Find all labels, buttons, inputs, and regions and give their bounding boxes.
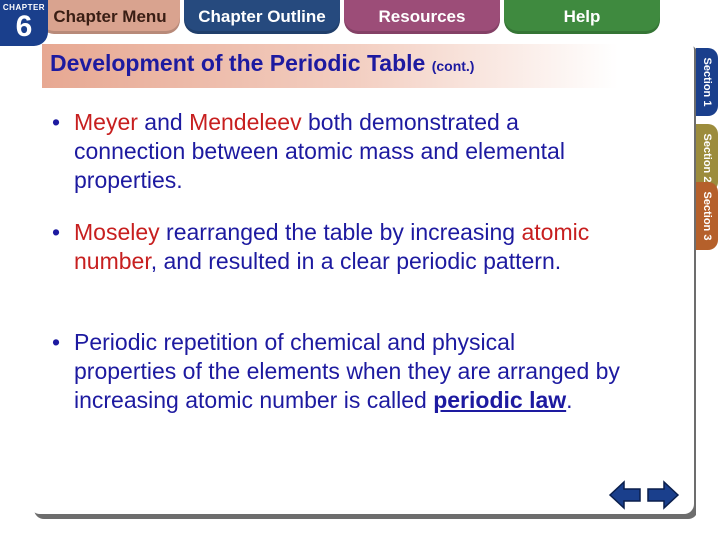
bullet-text-part: , and resulted in a clear periodic pattern. bbox=[150, 248, 562, 274]
highlight-term: Meyer bbox=[74, 109, 138, 135]
next-slide-button[interactable] bbox=[646, 480, 680, 510]
bullet-text bbox=[74, 328, 622, 415]
right-arrow-icon bbox=[646, 480, 680, 510]
highlight-term: Mendeleev bbox=[189, 109, 302, 135]
bullet-text-part: rearranged the table by increasing bbox=[159, 219, 522, 245]
resources-button[interactable]: Resources bbox=[344, 0, 500, 34]
section-2-label: Section 2 bbox=[701, 133, 713, 183]
slide-title-cont: (cont.) bbox=[431, 58, 475, 74]
bullet-text-part: and bbox=[137, 109, 190, 135]
slide-title bbox=[50, 50, 474, 77]
section-1-tab[interactable] bbox=[696, 48, 718, 116]
bullet-marker: • bbox=[52, 329, 61, 355]
bullet-item bbox=[52, 108, 622, 195]
bullet-item bbox=[52, 328, 622, 415]
bullet-text-part: . bbox=[566, 387, 573, 413]
chapter-menu-button[interactable]: Chapter Menu bbox=[40, 0, 180, 34]
chapter-outline-button[interactable]: Chapter Outline bbox=[184, 0, 340, 34]
bullet-marker: • bbox=[52, 109, 61, 135]
help-button[interactable]: Help bbox=[504, 0, 660, 34]
glossary-term-link[interactable]: periodic law bbox=[433, 387, 567, 413]
bullet-text-part: Periodic repetition of chemical and physical properties of the elements when they are arranged by increasing atomic number is called bbox=[74, 329, 620, 413]
slide-title-main: Development of the Periodic Table bbox=[50, 50, 426, 76]
previous-slide-button[interactable] bbox=[608, 480, 642, 510]
bullet-text bbox=[74, 108, 622, 195]
left-arrow-icon bbox=[608, 480, 642, 510]
bullet-item bbox=[52, 218, 622, 276]
bullet-text-part: both demonstrated a connection between atomic mass and elemental properties. bbox=[74, 109, 565, 193]
top-navigation-bar bbox=[0, 0, 720, 43]
chapter-badge bbox=[0, 0, 48, 46]
section-rail bbox=[696, 36, 720, 540]
chapter-badge-number: 6 bbox=[15, 10, 33, 43]
highlight-term: Moseley bbox=[74, 219, 160, 245]
chapter-badge-label: CHAPTER bbox=[2, 3, 46, 12]
bullet-text bbox=[74, 218, 622, 276]
section-3-label: Section 3 bbox=[701, 191, 713, 241]
section-1-label: Section 1 bbox=[701, 57, 713, 107]
highlight-term: atomic number bbox=[74, 219, 590, 274]
bullet-marker: • bbox=[52, 219, 61, 245]
section-3-tab[interactable] bbox=[696, 182, 718, 250]
